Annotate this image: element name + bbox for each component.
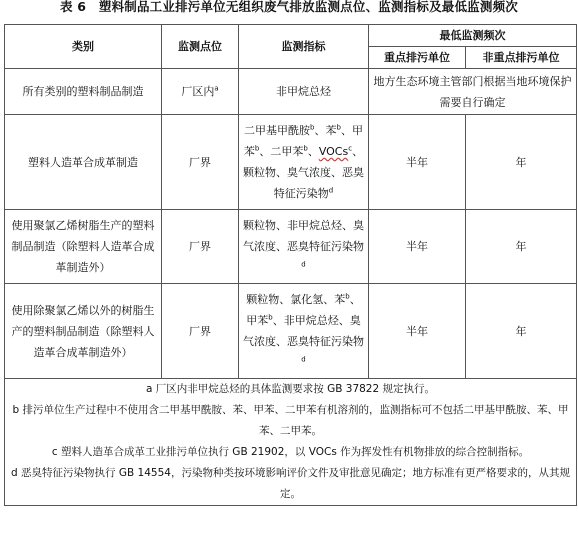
footnote-marker: c [348, 144, 353, 153]
monitoring-table [4, 24, 577, 506]
footnote-marker: b [254, 144, 260, 153]
indicator-cell [239, 210, 369, 284]
footnote-marker: b [303, 144, 308, 153]
indicator-cell: 非甲烷总烃 [239, 69, 369, 115]
indicator-text: 、非甲烷总烃、臭气浓度、恶臭特征污染物 [243, 314, 364, 348]
point-cell: 厂界 [162, 115, 239, 210]
key-frequency-cell: 半年 [369, 115, 466, 210]
indicator-text: 颗粒物、氯化氢、苯 [246, 293, 346, 306]
notes-cell [5, 379, 577, 506]
frequency-merged-cell: 地方生态环境主管部门根据当地环境保护需要自行确定 [369, 69, 577, 115]
notes-row [5, 379, 577, 506]
category-cell: 使用聚氯乙烯树脂生产的塑料制品制造（除塑料人造革合成革制造外） [5, 210, 162, 284]
header-key-unit: 重点排污单位 [369, 47, 466, 69]
category-cell: 塑料人造革合成革制造 [5, 115, 162, 210]
header-min-frequency: 最低监测频次 [369, 25, 577, 47]
point-cell: 厂界 [162, 284, 239, 379]
header-row-1 [5, 25, 577, 47]
table-row [5, 69, 577, 115]
point-text: 厂区内 [181, 85, 215, 98]
indicator-cell [239, 284, 369, 379]
header-category: 类别 [5, 25, 162, 69]
key-frequency-cell: 半年 [369, 284, 466, 379]
indicator-text: 、颗粒物、臭气浓度、恶臭特征污染物 [243, 145, 364, 200]
point-cell [162, 69, 239, 115]
footnote-b: b 排污单位生产过程中不使用含二甲基甲酰胺、苯、甲苯、二甲苯有机溶剂的，监测指标可不包括二甲基甲酰胺、苯、甲苯、二甲苯。 [12, 404, 569, 437]
footnote-marker: b [310, 123, 315, 132]
footnote-c: c 塑料人造革合成革工业排污单位执行 GB 21902，以 VOCs 作为挥发性有机物排放的综合控制指标。 [51, 446, 530, 458]
header-monitoring-indicator: 监测指标 [239, 25, 369, 69]
key-frequency-cell: 半年 [369, 210, 466, 284]
table-row [5, 210, 577, 284]
category-cell: 使用除聚氯乙烯以外的树脂生产的塑料制品制造（除塑料人造革合成革制造外） [5, 284, 162, 379]
category-cell: 所有类别的塑料制品制造 [5, 69, 162, 115]
footnote-marker: d [328, 186, 334, 195]
nonkey-frequency-cell: 年 [466, 210, 577, 284]
footnote-marker: b [336, 123, 341, 132]
footnote-marker: b [345, 292, 350, 301]
indicator-text: 二甲基甲酰胺 [244, 124, 311, 137]
indicator-cell [239, 115, 369, 210]
table-row [5, 284, 577, 379]
nonkey-frequency-cell: 年 [466, 284, 577, 379]
indicator-text: 、苯 [314, 124, 337, 137]
footnote-d: d 恶臭特征污染物执行 GB 14554，污染物种类按环境影响评价文件及审批意见确定；地方标准有更严格要求的，从其规定。 [11, 467, 570, 500]
footnote-a: a 厂区内非甲烷总烃的具体监测要求按 GB 37822 规定执行。 [145, 383, 436, 395]
table-row [5, 115, 577, 210]
point-cell: 厂界 [162, 210, 239, 284]
footnote-marker: a [214, 84, 219, 93]
indicator-text: 、二甲苯 [259, 145, 304, 158]
indicator-text: 、甲苯 [243, 124, 363, 158]
table-caption: 表 6 塑料制品工业排污单位无组织废气排放监测点位、监测指标及最低监测频次 [60, 0, 518, 14]
indicator-text: 颗粒物、非甲烷总烃、臭气浓度、恶臭特征污染物 [243, 219, 364, 253]
footnote-marker: b [268, 313, 273, 322]
indicator-text: 、甲苯 [246, 293, 361, 327]
footnote-marker: d [301, 260, 306, 269]
nonkey-frequency-cell: 年 [466, 115, 577, 210]
header-nonkey-unit: 非重点排污单位 [466, 47, 577, 69]
footnote-marker: d [301, 355, 306, 364]
indicator-text: 、 [307, 145, 319, 158]
indicator-text-vocs: VOCs [318, 145, 349, 158]
header-monitoring-point: 监测点位 [162, 25, 239, 69]
